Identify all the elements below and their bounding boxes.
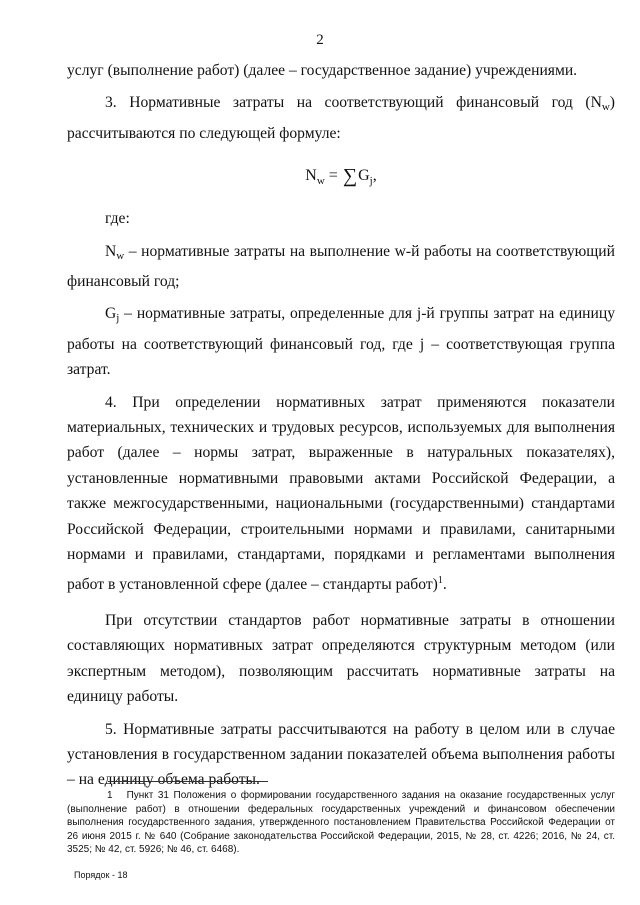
formula-right-subscript: j — [369, 175, 373, 188]
paragraph-absence: При отсутствии стандартов работ нормативные затраты в отношении составляющих нормативных затрат определяются структурным методом (или экспертным методом), позволяющим рассчитать нормативные затраты на единицу работы. — [67, 611, 615, 706]
paragraph-3-subscript: w — [601, 101, 610, 114]
paragraph-4 — [67, 390, 615, 597]
document-body — [67, 58, 615, 793]
paragraph-4-end: . — [442, 575, 447, 593]
nw-subscript: w — [116, 249, 125, 262]
paragraph-4-text: 4. При определении нормативных затрат применяются показатели материальных, технических и трудовых ресурсов, используемых для выполнения работ (далее – нормы затрат, выраженные в натуральных показателях), установленные нормативными правовыми актами Российской Федерации, а также межгосударственными, национальными (государственными) стандартами Российской Федерации, строительными нормами и правилами, санитарными нормами и правилами, стандартами, порядками и регламентами выполнения работ в установленной сфере (далее – стандарты работ) — [67, 393, 615, 593]
footnote-mark: 1 — [107, 790, 113, 801]
formula-right: G — [358, 167, 370, 185]
paragraph-continuation: услуг (выполнение работ) (далее – государственное задание) учреждениями. — [67, 62, 578, 79]
formula-left-subscript: w — [316, 175, 325, 188]
nw-term: N — [105, 242, 117, 260]
definition-nw — [67, 239, 615, 295]
nw-definition: – нормативные затраты на выполнение w-й работы на соответствующий финансовый год; — [67, 242, 615, 291]
formula-equals: = — [324, 167, 342, 185]
paragraph-5: 5. Нормативные затраты рассчитываются на работу в целом или в случае установления в государственном задании показателей объема выполнения работы – на единицу объема работы. — [67, 720, 615, 789]
gj-term: G — [105, 305, 117, 323]
formula — [67, 152, 615, 200]
page-number: 2 — [316, 32, 324, 48]
footer-label: Порядок - 18 — [74, 870, 128, 880]
footnote-text: Пункт 31 Положения о формировании государственного задания на оказание государственных услуг (выполнение работ) в отношении федеральных государственных учреждений и финансовом обеспечении выполнения государственного задания, утвержденного постановлением Правительства Российской Федерации от 26 июня 2015 г. № 640 (Собрание законодательства Российской Федерации, 2015, № 28, ст. 4226; 2016, № 24, ст. 3525; № 42, ст. 5926; № 46, ст. 6468). — [67, 790, 615, 856]
footnote — [67, 789, 615, 857]
where-label: где: — [105, 210, 130, 228]
formula-end: , — [372, 167, 377, 185]
sum-symbol: ∑ — [342, 165, 358, 188]
gj-definition: – нормативные затраты, определенные для j-й группы затрат на единицу работы на соответствующий финансовый год, где j – соответствующая группа затрат. — [67, 305, 615, 379]
paragraph-3 — [67, 90, 615, 146]
gj-subscript: j — [116, 312, 120, 325]
footnote-divider — [108, 781, 268, 782]
paragraph-3-text-b: ) рассчитываются по следующей формуле: — [67, 94, 615, 142]
formula-left: N — [305, 167, 317, 185]
footnote-reference: 1 — [437, 574, 443, 586]
paragraph-3-text-a: 3. Нормативные затраты на соответствующий финансовый год (N — [105, 94, 602, 112]
definition-gj — [67, 301, 615, 382]
